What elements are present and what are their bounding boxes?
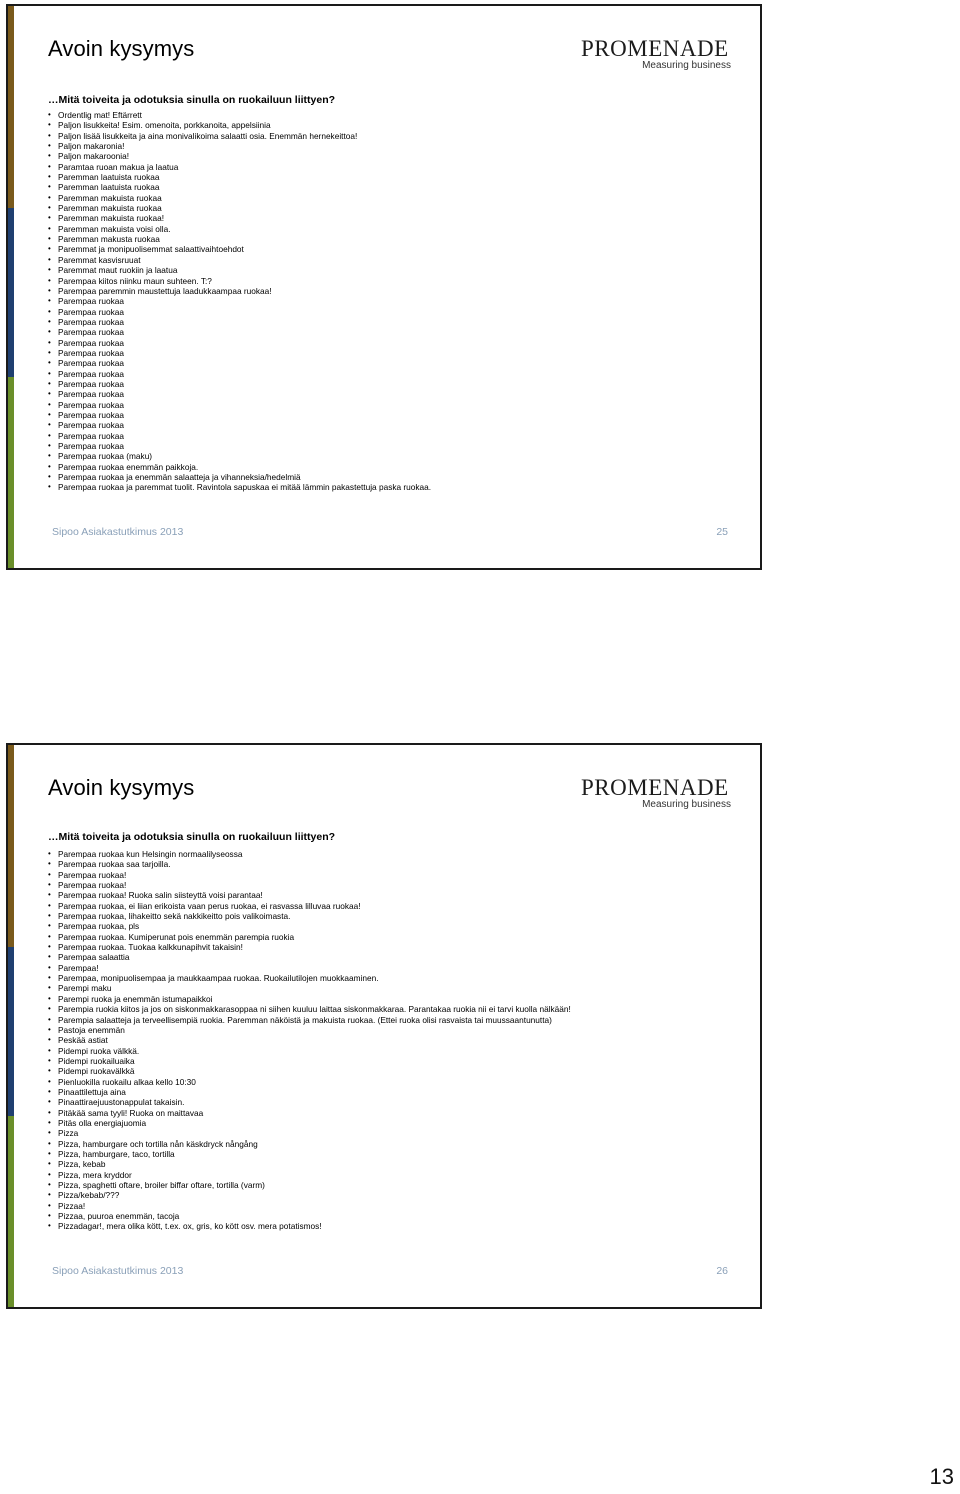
slide-footer: Sipoo Asiakastutkimus 2013: [52, 526, 184, 538]
list-item: • Paljon makaronia!: [48, 141, 431, 151]
list-item: • Pizzadagar!, mera olika kött, t.ex. ox, gris, ko kött osv. mera potatismos!: [48, 1221, 571, 1231]
list-item: • Peskää astiat: [48, 1035, 571, 1045]
list-item: • Pizzaa, puuroa enemmän, tacoja: [48, 1211, 571, 1221]
list-item: • Pizza, kebab: [48, 1159, 571, 1169]
list-item: • Paremman makuista ruokaa: [48, 203, 431, 213]
list-item: • Paljon makaroonia!: [48, 151, 431, 161]
list-item: • Pidempi ruokavälkkä: [48, 1066, 571, 1076]
response-list: [48, 110, 431, 493]
list-item: • Parempaa ruokaa ja enemmän salaatteja ja vihanneksia/hedelmiä: [48, 472, 431, 482]
list-item: • Pienluokilla ruokailu alkaa kello 10:30: [48, 1077, 571, 1087]
page-number: 13: [929, 1464, 954, 1489]
list-item: • Pizza/kebab/???: [48, 1190, 571, 1200]
list-item: • Parempaa ruokaa!: [48, 870, 571, 880]
list-item: • Parempaa ruokaa: [48, 431, 431, 441]
list-item: • Parempaa ruokaa: [48, 400, 431, 410]
list-item: • Paremmat maut ruokiin ja laatua: [48, 265, 431, 275]
list-item: • Parempaa ruokaa: [48, 379, 431, 389]
slide-number: 25: [716, 526, 728, 538]
promenade-logo: [581, 36, 741, 76]
slide-question: …Mitä toiveita ja odotuksia sinulla on ruokailuun liittyen?: [48, 831, 336, 843]
list-item: • Pizza, hamburgare och tortilla nån käskdryck nångång: [48, 1139, 571, 1149]
list-item: • Parempaa ruokaa: [48, 296, 431, 306]
list-item: • Parempaa ruokaa: [48, 410, 431, 420]
list-item: • Parempaa ruokaa enemmän paikkoja.: [48, 462, 431, 472]
list-item: • Paremman makuista ruokaa: [48, 193, 431, 203]
list-item: • Parempaa ruokaa: [48, 441, 431, 451]
slide-number: 26: [716, 1265, 728, 1277]
list-item: • Pitäs olla energiajuomia: [48, 1118, 571, 1128]
slide-accent-stripe: [8, 6, 14, 568]
list-item: • Paremman makuista voisi olla.: [48, 224, 431, 234]
logo-brand: PROMENADE: [581, 775, 729, 800]
list-item: • Parempaa ruokaa: [48, 327, 431, 337]
list-item: • Pastoja enemmän: [48, 1025, 571, 1035]
list-item: • Pizza: [48, 1128, 571, 1138]
list-item: • Parempaa ruokaa: [48, 307, 431, 317]
list-item: • Parempaa ruokaa, pls: [48, 921, 571, 931]
list-item: • Paljon lisukkeita! Esim. omenoita, porkkanoita, appelsiinia: [48, 120, 431, 130]
list-item: • Ordentlig mat! Eftärrett: [48, 110, 431, 120]
list-item: • Paljon lisää lisukkeita ja aina monivalikoima salaatti osia. Enemmän hernekeittoa!: [48, 131, 431, 141]
list-item: • Parempaa ruokaa!: [48, 880, 571, 890]
list-item: • Paremmat kasvisruuat: [48, 255, 431, 265]
list-item: • Parempaa ruokaa: [48, 389, 431, 399]
list-item: • Paremman laatuista ruokaa: [48, 172, 431, 182]
list-item: • Parempaa ruokaa, lihakeitto sekä nakkikeitto pois valikoimasta.: [48, 911, 571, 921]
list-item: • Parempaa ruokaa: [48, 420, 431, 430]
slide-footer: Sipoo Asiakastutkimus 2013: [52, 1265, 184, 1277]
list-item: • Parempaa!: [48, 963, 571, 973]
list-item: • Pidempi ruokailuaika: [48, 1056, 571, 1066]
list-item: • Parempaa kiitos niinku maun suhteen. T:?: [48, 276, 431, 286]
list-item: • Parempaa ruokaa. Tuokaa kalkkunapihvit takaisin!: [48, 942, 571, 952]
list-item: • Pinaattiraejuustonappulat takaisin.: [48, 1097, 571, 1107]
list-item: • Pidempi ruoka välkkä.: [48, 1046, 571, 1056]
list-item: • Parempaa ruokaa kun Helsingin normaalilyseossa: [48, 849, 571, 859]
list-item: • Parempaa ruokaa (maku): [48, 451, 431, 461]
slide-title: Avoin kysymys: [48, 36, 195, 61]
promenade-logo: [581, 775, 741, 815]
list-item: • Pizza, mera kryddor: [48, 1170, 571, 1180]
list-item: • Parempaa ruokaa. Kumiperunat pois enemmän parempia ruokia: [48, 932, 571, 942]
list-item: • Parempi ruoka ja enemmän istumapaikkoi: [48, 994, 571, 1004]
slide-25: [6, 4, 762, 570]
list-item: • Paremman makuista ruokaa!: [48, 213, 431, 223]
slide-question: …Mitä toiveita ja odotuksia sinulla on ruokailuun liittyen?: [48, 94, 336, 106]
list-item: • Parempaa, monipuolisempaa ja maukkaampaa ruokaa. Ruokailutilojen muokkaaminen.: [48, 973, 571, 983]
slide-26: [6, 743, 762, 1309]
list-item: • Paremman laatuista ruokaa: [48, 182, 431, 192]
response-list: [48, 849, 571, 1232]
logo-tagline: Measuring business: [642, 60, 731, 71]
list-item: • Parempaa ruokaa saa tarjoilla.: [48, 859, 571, 869]
list-item: • Pitäkää sama tyyli! Ruoka on maittavaa: [48, 1108, 571, 1118]
slide-accent-stripe: [8, 745, 14, 1307]
list-item: • Parempia salaatteja ja terveellisempiä ruokia. Paremman näköistä ja makuista ruokaa. (Ettei ruoka olisi rasvaista tai muussaantunutta): [48, 1015, 571, 1025]
list-item: • Paremmat ja monipuolisemmat salaattivaihtoehdot: [48, 244, 431, 254]
list-item: • Parempaa ruokaa: [48, 348, 431, 358]
list-item: • Pizza, hamburgare, taco, tortilla: [48, 1149, 571, 1159]
logo-brand: PROMENADE: [581, 36, 729, 61]
list-item: • Parempaa salaattia: [48, 952, 571, 962]
list-item: • Paramtaa ruoan makua ja laatua: [48, 162, 431, 172]
logo-tagline: Measuring business: [642, 799, 731, 810]
list-item: • Parempaa paremmin maustettuja laadukkaampaa ruokaa!: [48, 286, 431, 296]
list-item: • Pinaattilettuja aina: [48, 1087, 571, 1097]
list-item: • Parempaa ruokaa: [48, 358, 431, 368]
slide-title: Avoin kysymys: [48, 775, 195, 800]
list-item: • Parempaa ruokaa, ei liian erikoista vaan perus ruokaa, ei rasvassa lilluvaa ruokaa!: [48, 901, 571, 911]
list-item: • Parempaa ruokaa: [48, 317, 431, 327]
list-item: • Pizzaa!: [48, 1201, 571, 1211]
list-item: • Paremman makusta ruokaa: [48, 234, 431, 244]
list-item: • Parempaa ruokaa: [48, 338, 431, 348]
list-item: • Parempaa ruokaa: [48, 369, 431, 379]
list-item: • Parempaa ruokaa ja paremmat tuolit. Ravintola sapuskaa ei mitää lämmin pakastettuja paska ruokaa.: [48, 482, 431, 492]
list-item: • Parempia ruokia kiitos ja jos on siskonmakkarasoppaa ni siihen kuuluu laittaa siskonmakkaraa. Parantakaa ruokia nii ei tarvi kuolla nälkään!: [48, 1004, 571, 1014]
list-item: • Parempi maku: [48, 983, 571, 993]
list-item: • Pizza, spaghetti oftare, broiler biffar oftare, tortilla (varm): [48, 1180, 571, 1190]
list-item: • Parempaa ruokaa! Ruoka salin siisteyttä voisi parantaa!: [48, 890, 571, 900]
